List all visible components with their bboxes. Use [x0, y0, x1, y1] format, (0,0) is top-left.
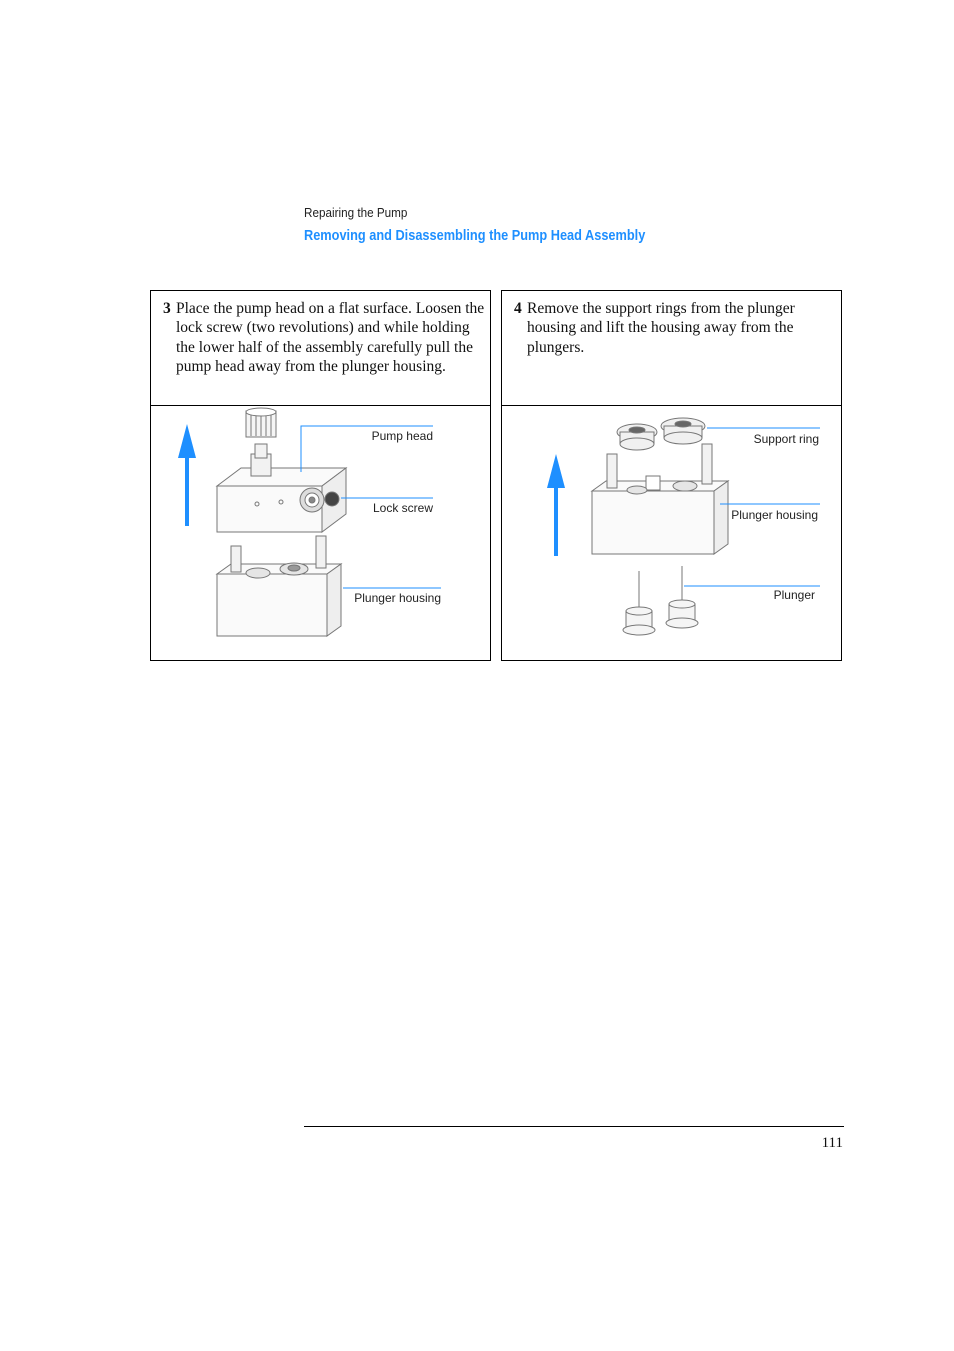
callout-plunger-housing: Plunger housing — [731, 508, 818, 522]
lift-arrow-icon — [547, 454, 565, 556]
plunger-drawing — [623, 566, 698, 635]
plunger-housing-drawing — [217, 536, 341, 636]
page-number: 111 — [821, 1135, 843, 1151]
footer-rule — [304, 1126, 844, 1127]
step-4-instruction — [514, 299, 839, 357]
lift-arrow-icon — [178, 424, 196, 526]
pump-head-drawing — [217, 408, 346, 532]
section-title: Removing and Disassembling the Pump Head Assembly — [304, 228, 646, 244]
chapter-title: Repairing the Pump — [304, 205, 408, 220]
step-number: 3 — [163, 300, 171, 317]
support-ring-drawing — [617, 418, 705, 450]
pump-head-removal-illustration — [151, 406, 490, 660]
callout-plunger-housing: Plunger housing — [354, 591, 441, 605]
step-number: 4 — [514, 300, 522, 317]
callout-lock-screw: Lock screw — [372, 501, 433, 515]
callout-plunger: Plunger — [773, 588, 815, 602]
step-3-panel — [150, 290, 491, 661]
step-4-panel — [501, 290, 842, 661]
step-text: Place the pump head on a flat surface. Loosen the lock screw (two revolutions) and while holding the lower half of the assembly carefully pull the pump head away from the plunger housing. — [176, 300, 485, 375]
step-text: Remove the support rings from the plunger housing and lift the housing away from the plungers. — [527, 300, 795, 356]
plunger-housing-drawing — [592, 444, 728, 554]
step-3-instruction — [163, 299, 488, 376]
callout-pump-head: Pump head — [371, 429, 433, 443]
housing-removal-illustration — [502, 406, 841, 660]
callout-support-ring: Support ring — [753, 432, 819, 446]
